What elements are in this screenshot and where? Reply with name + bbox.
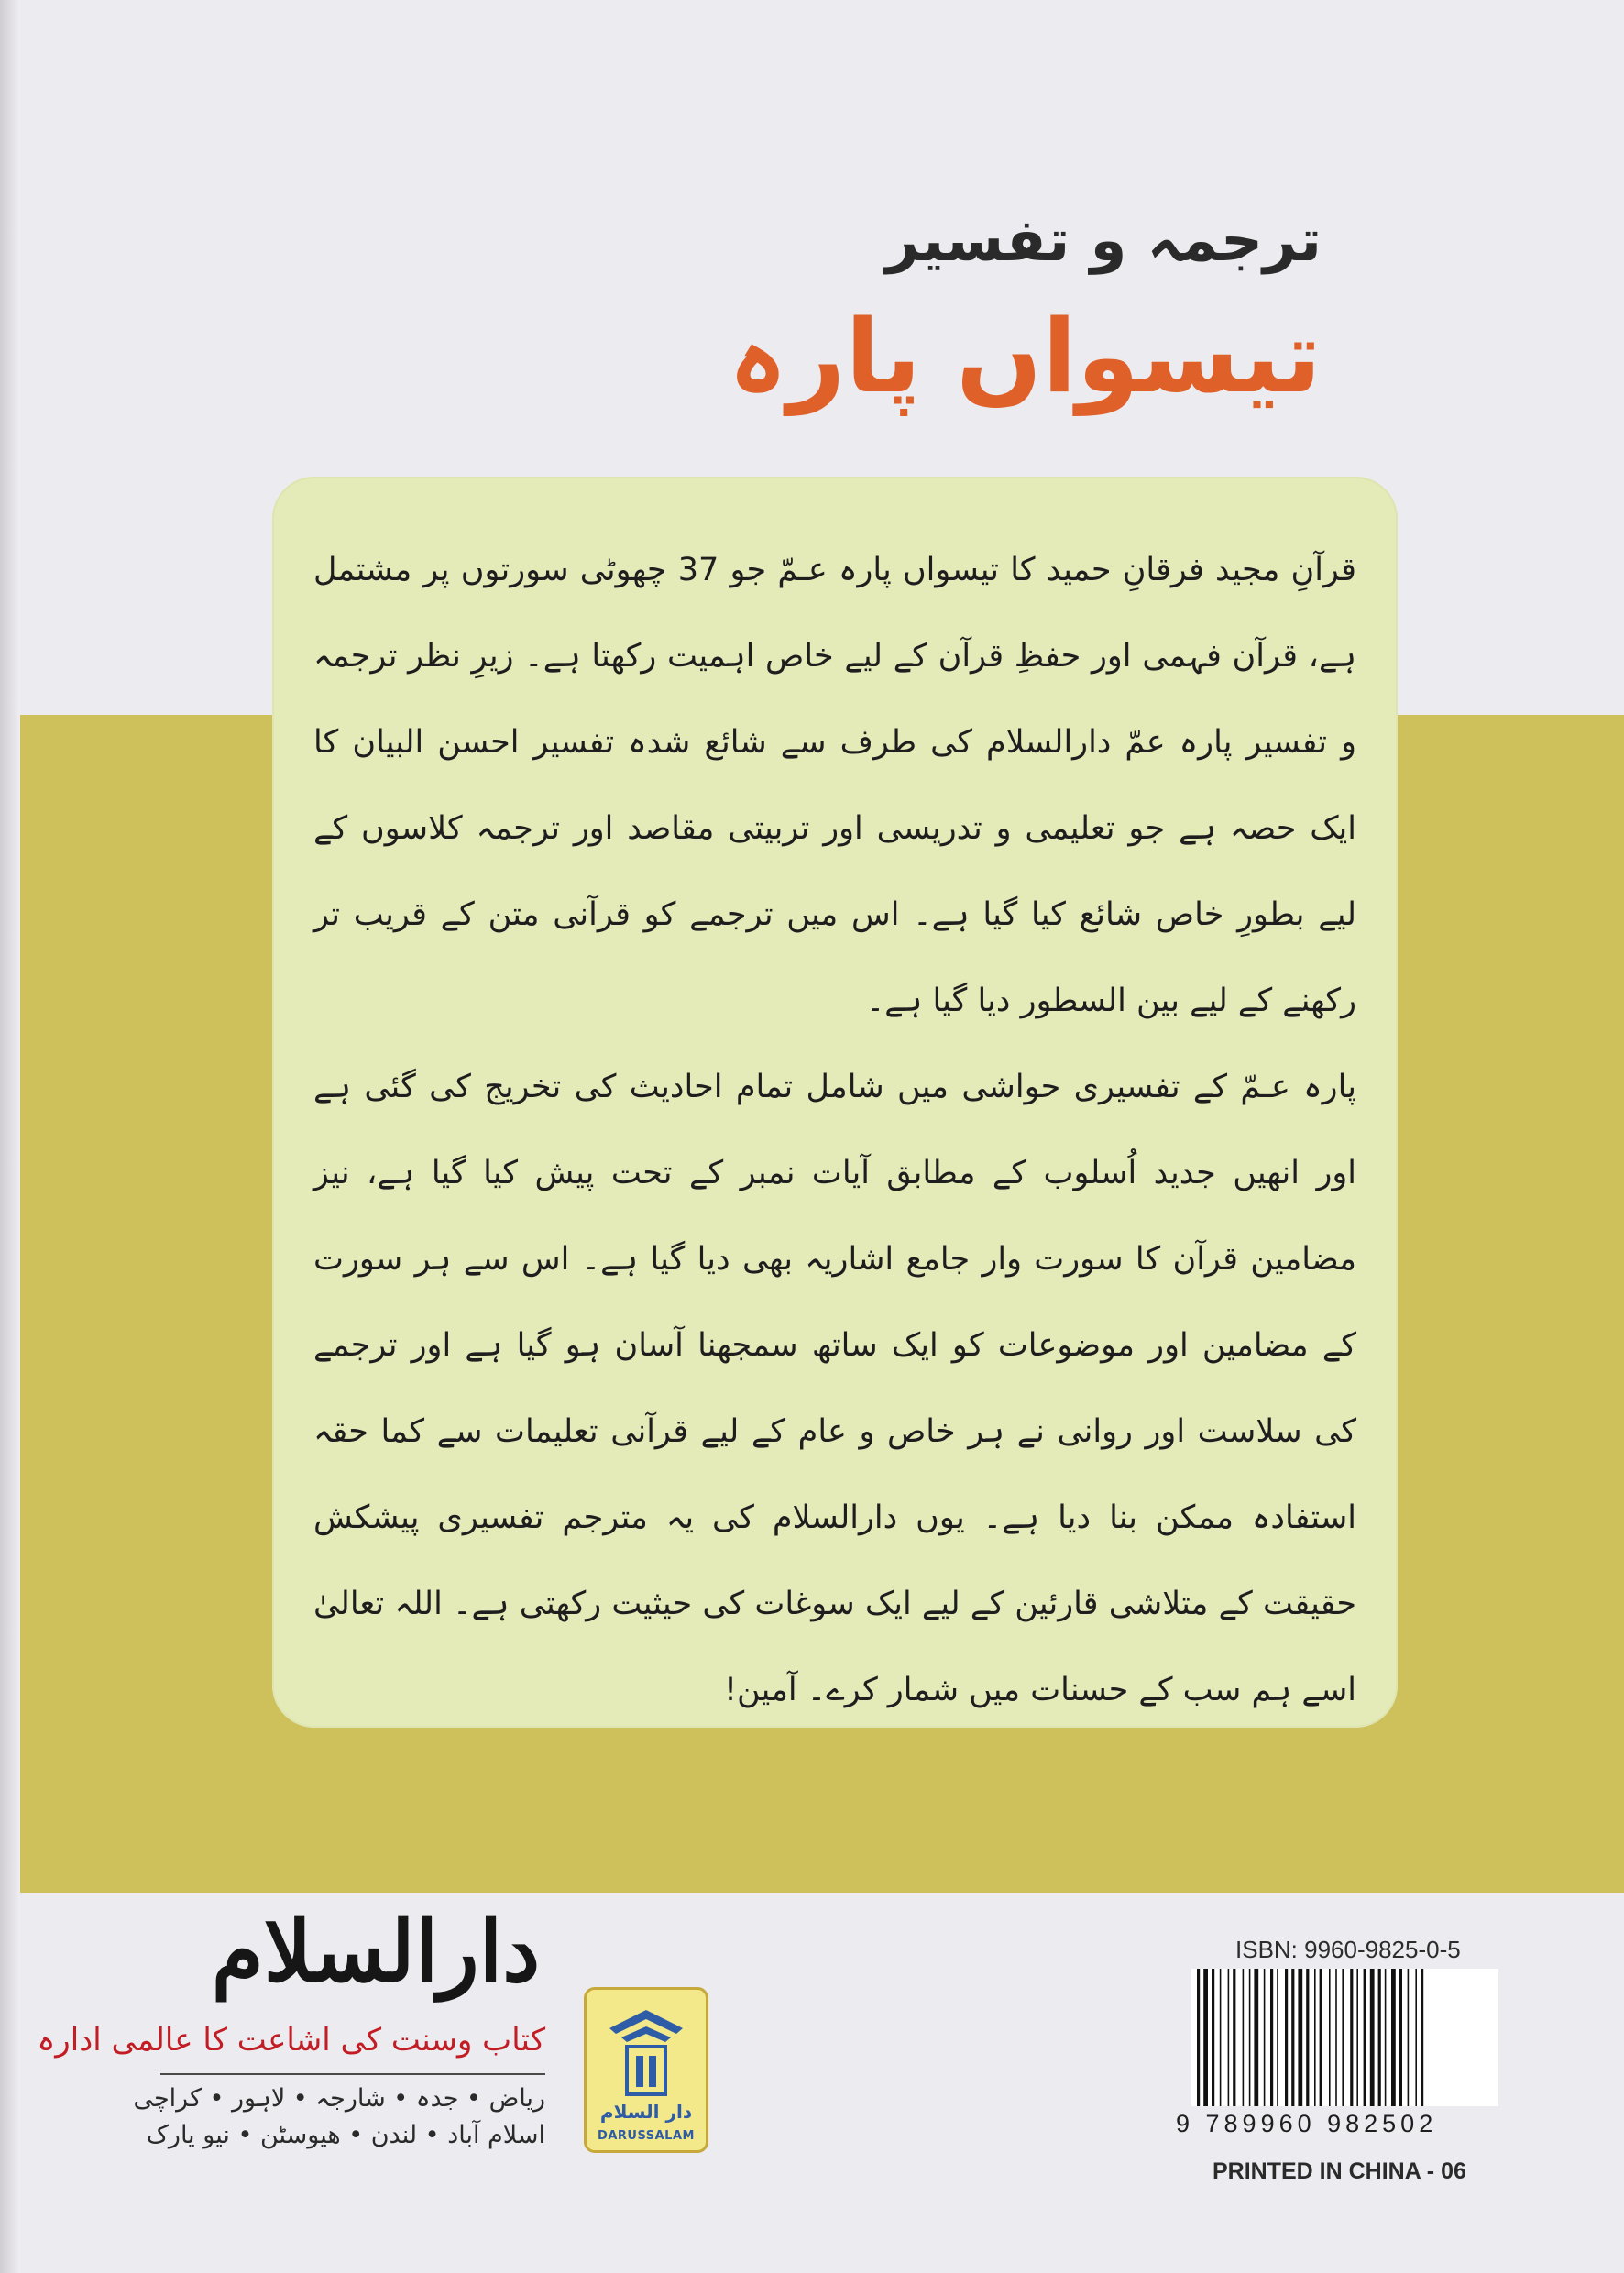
description-paragraph-2: پارہ عـمّ کے تفسیری حواشی میں شامل تمام احادیث کی تخریج کی گئی ہے اور انھیں جدید اُسلوب کے مطابق آیات نمبر کے تحت پیش کیا گیا ہے، نیز مضامین قرآن کا سورت وار جامع اشاریہ بھی دیا گیا ہے۔ اس سے ہر سورت کے مضامین اور موضوعات کو ایک ساتھ سمجھنا آسان ہو گیا ہے اور ترجمے کی سلاست اور روانی نے ہر خاص و عام کے لیے قرآنی تعلیمات سے کما حقہ استفادہ ممکن بنا دیا ہے۔ یوں دارالسلام کی یہ مترجم تفسیری پیشکش حقیقت کے متلاشی قارئین کے لیے ایک سوغات کی حیثیت رکھتی ہے۔ اللہ تعالیٰ اسے ہم سب کے حسنات میں شمار کرے۔ آمین!: [313, 1069, 1356, 1708]
publisher-logo: [584, 1987, 708, 2153]
title-main: تیسواں پارہ: [728, 298, 1322, 415]
spine-edge: [0, 0, 20, 2273]
cities-line-2: اسلام آباد • لندن • هیوسٹن • نیو یارک: [146, 2121, 545, 2149]
book-stand-logo-icon: [587, 1990, 706, 2150]
publisher-name: دارالسلام: [211, 1902, 541, 2001]
publisher-cities: [133, 2081, 545, 2154]
logo-latin-text: DARUSSALAM: [598, 2129, 695, 2143]
description-body: [313, 527, 1356, 1733]
isbn-label: ISBN: 9960-9825-0-5: [1235, 1936, 1461, 1963]
cities-line-1: ریاض • جدہ • شارجہ • لاہور • کراچی: [133, 2084, 545, 2113]
barcode: [1191, 1969, 1498, 2106]
title-subtitle: ترجمہ و تفسیر: [885, 207, 1322, 275]
barcode-digits: 9 789960 982502: [1176, 2110, 1438, 2137]
publisher-divider: [160, 2073, 545, 2075]
description-paragraph-1: قرآنِ مجید فرقانِ حمید کا تیسواں پارہ عـمّ جو 37 چھوٹی سورتوں پر مشتمل ہے، قرآن فہمی اور حفظِ قرآن کے لیے خاص اہمیت رکھتا ہے۔ زیرِ نظر ترجمہ و تفسیر پارہ عمّ دارالسلام کی طرف سے شائع شدہ تفسیر احسن البیان کا ایک حصہ ہے جو تعلیمی و تدریسی اور تربیتی مقاصد اور ترجمہ کلاسوں کے لیے بطورِ خاص شائع کیا گیا ہے۔ اس میں ترجمے کو قرآنی متن کے قریب تر رکھنے کے لیے بین السطور دیا گیا ہے۔: [313, 552, 1356, 1019]
printed-in-label: PRINTED IN CHINA - 06: [1213, 2158, 1466, 2184]
description-panel: [272, 477, 1398, 1728]
publisher-tagline: کتاب وسنت کی اشاعت کا عالمی ادارہ: [37, 2022, 545, 2059]
logo-arabic-text: دار السلام: [599, 2101, 693, 2123]
